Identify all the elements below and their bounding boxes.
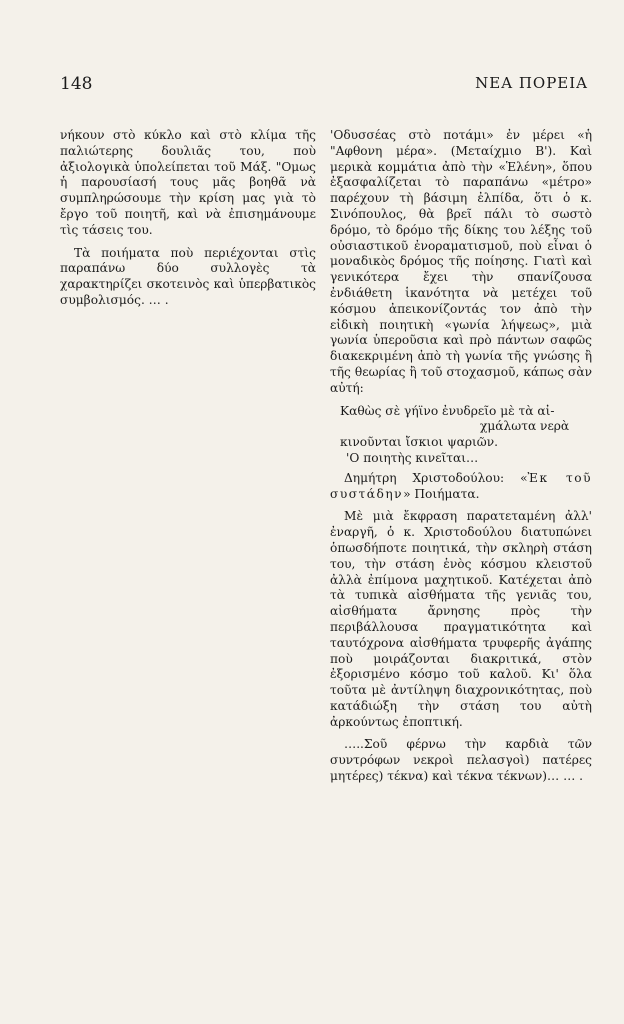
page-number: 148 bbox=[60, 74, 93, 94]
paragraph: νήκουν στὸ κύκλο καὶ στὸ κλίμα τῆς παλιώτερης δουλιᾶς του, ποὺ ἀξιολογικὰ ὑπολείπεται τοῦ Μάξ. "Ομως ἡ παρουσίασή τους μᾶς βοηθᾶ νὰ συμπληρώσουμε τὴν κρίση μας γιὰ τὸ ἔργο τοῦ ποιητῆ, καὶ νὰ ἐπισημάνουμε τὶς τάσεις του. bbox=[60, 128, 316, 237]
verse-line: χμάλωτα νερὰ bbox=[480, 419, 570, 434]
citation-title: Ἐκ τοῦ συστάδην bbox=[330, 470, 592, 501]
paragraph: Μὲ μιὰ ἔκφραση παρατεταμένη ἀλλ' ἐναργῆ, ὁ κ. Χριστοδούλου διατυπώνει ὁπωσδήποτε ποιητικά, τὴν σκληρὴ στάση του, τὴν στάση ἑνὸς κόσμου κλειστοῦ ἀλλὰ ἐπίμονα μαχητικοῦ. Κατέχεται ἀπὸ τὰ τυπικὰ αἰσθήματα τῆς γενιᾶς του, αἰσθήματα ἄρνησης πρὸς τὴν περιβάλλουσα πραγματικότητα καὶ ταυτόχρονα αἰσθήματα τρυφερῆς ἀγάπης ποὺ μοιράζονται διακριτικά, στὸν ἐξορισμένο κόσμο τοῦ καλοῦ. Κι' ὅλα τοῦτα μὲ ἀντίληψη διαχρονικότητας, ποὺ κατάδιώξη τὴν στάση του αὐτὴ ἀρκούντως ἐποπτική. bbox=[330, 509, 592, 729]
verse-line: Καθὼς σὲ γήϊνο ἐνυδρεῖο μὲ τὰ αἰ- bbox=[340, 403, 555, 418]
page-header bbox=[60, 74, 588, 98]
right-column bbox=[330, 128, 592, 792]
journal-title: ΝΕΑ ΠΟΡΕΙΑ bbox=[475, 74, 588, 92]
book-citation bbox=[330, 471, 592, 503]
citation-rest: » Ποιήματα. bbox=[403, 486, 480, 501]
left-column bbox=[60, 128, 316, 316]
verse-line: 'Ο ποιητὴς κινεῖται… bbox=[346, 450, 479, 465]
paragraph: 'Οδυσσέας στὸ ποτάμι» ἐν μέρει «ἡ "Αφθονη μέρα». (Μεταίχμιο Β'). Καὶ μερικὰ κομμάτια ἀπὸ τὴν «Ἑλένη», ὅπου ἐξασφαλίζεται τὸ παραπάνω «μέτρο» παρέχουν τὴ βάσιμη ἐλπίδα, ὅτι ὁ κ. Σινόπουλος, θὰ βρεῖ πάλι τὸ σωστὸ δρόμο, τὸ δρόμο τῆς δίκης του λέξης τοῦ οὐσιαστικοῦ ἐνοραματισμοῦ, ποὺ εἶναι ὁ μοναδικὸς δρόμος τῆς ποίησης. Γιατὶ καὶ γενικότερα ἔχει τὴν σπανίζουσα ἐνδιάθετη ἱκανότητα νὰ μετέχει τοῦ κόσμου ἀπεικονίζοντάς τον ἀπὸ τὴν εἰδικὴ ποιητικὴ «γωνία λήψεως», μιὰ γωνία ὑπεροῦσια καὶ πρὸ πάντων σαφῶς διακεκριμένη ἀπὸ τὴ γωνία τῆς γνώσης ἢ τῆς θεωρίας ἢ τοῦ στοχασμοῦ, κάπως σὰν αὐτή: bbox=[330, 128, 592, 395]
verse-quote bbox=[330, 404, 592, 467]
paragraph: Τὰ ποιήματα ποὺ περιέχονται στὶς παραπάνω δύο συλλογὲς τὰ χαρακτηρίζει σκοτεινὸς καὶ ὑπερβατικὸς συμβολισμός. … . bbox=[60, 245, 316, 307]
paragraph: …..Σοῦ φέρνω τὴν καρδιὰ τῶν συντρόφων νεκροὶ πελασγοὶ) πατέρες μητέρες) τέκνα) καὶ τέκνα τέκνων)… … . bbox=[330, 737, 592, 784]
citation-author: Δημήτρη Χριστοδούλου: « bbox=[344, 470, 528, 485]
verse-line: κινοῦνται ἴσκιοι ψαριῶν. bbox=[340, 435, 499, 450]
